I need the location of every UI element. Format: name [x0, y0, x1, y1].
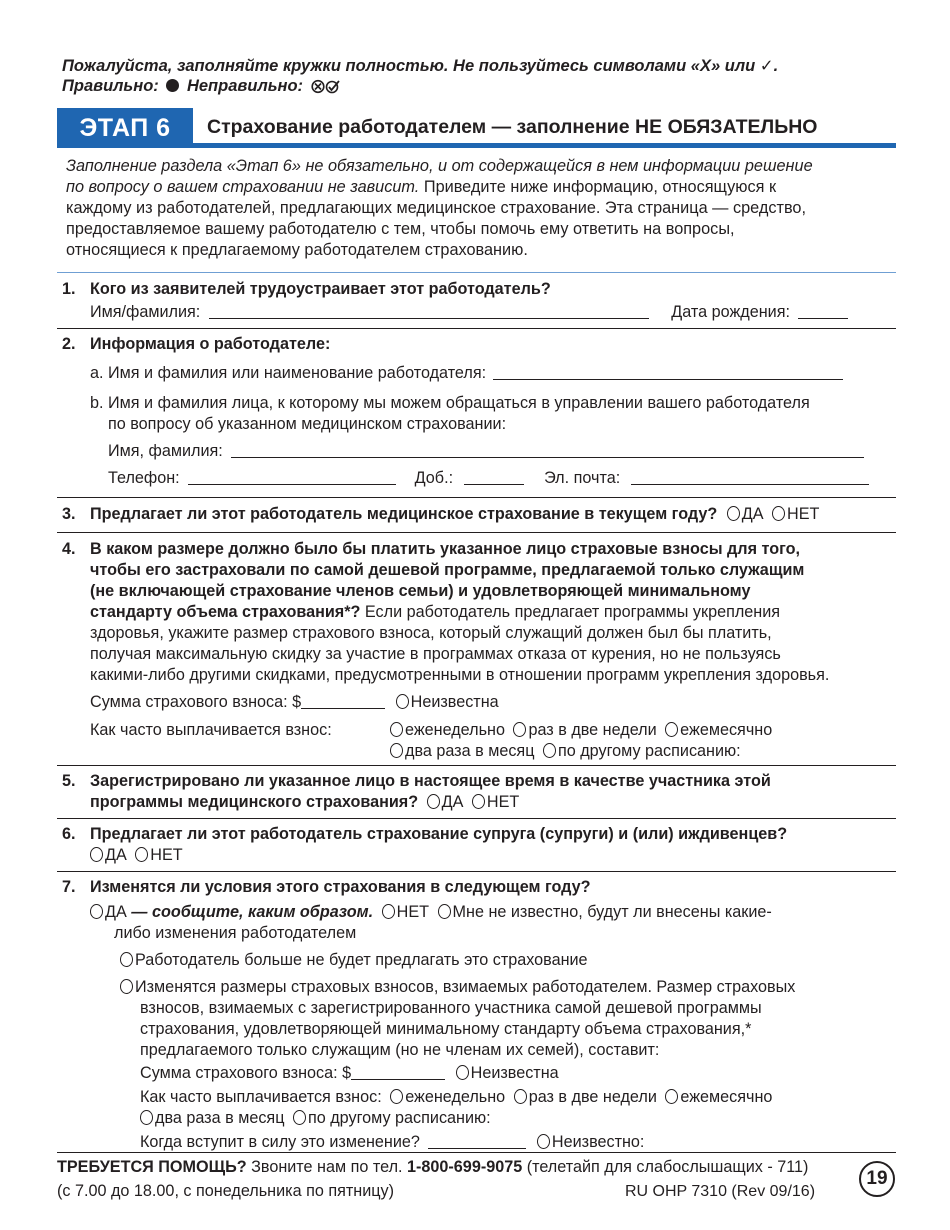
question-4-line-4-rest: Если работодатель предлагает программы укрепления: [360, 603, 781, 621]
question-4-line-4: стандарту объема страхования*?: [90, 603, 361, 621]
q4-unknown-label: Неизвестна: [410, 693, 499, 711]
q7-yes-label: ДА: [105, 903, 127, 921]
q6-yes-label: ДА: [105, 846, 127, 864]
divider: [57, 497, 896, 498]
question-number: 5.: [62, 772, 76, 790]
ext-field[interactable]: [464, 469, 524, 485]
intro-line-5: относящиеся к предлагаемому работодателем страхованию.: [66, 241, 528, 259]
correct-label: Правильно:: [62, 77, 159, 95]
question-7-text: Изменятся ли условия этого страхования в следующем году?: [90, 878, 591, 896]
question-4-line-5: здоровья, укажите размер страхового взноса, который служащий должен был бы платить,: [90, 624, 772, 642]
question-number: 7.: [62, 878, 76, 896]
page-footer: [57, 1152, 896, 1200]
help-line: [57, 1157, 808, 1178]
q4-biweekly-radio[interactable]: [513, 722, 526, 737]
q7-yes-radio[interactable]: [90, 904, 103, 919]
q7-opt2-line-4: предлагаемого только служащим (но не членам их семей), составит:: [140, 1041, 660, 1059]
question-5-line-2: программы медицинского страхования?: [90, 793, 419, 811]
divider: [57, 871, 896, 872]
dob-label: Дата рождения:: [671, 303, 790, 321]
q6-no-radio[interactable]: [135, 847, 148, 862]
q4-weekly-label: еженедельно: [405, 721, 505, 739]
q3-no-radio[interactable]: [772, 506, 785, 521]
q7-effective-date-field[interactable]: [428, 1133, 526, 1149]
question-number: 6.: [62, 825, 76, 843]
q7-opt2-line-1: Изменятся размеры страховых взносов, взимаемых работодателем. Размер страховых: [135, 978, 796, 996]
page-number: 19: [859, 1161, 895, 1197]
q5-yes-radio[interactable]: [427, 794, 440, 809]
q7-effective-date-label: Когда вступит в силу это изменение?: [140, 1133, 420, 1151]
q7-no-radio[interactable]: [382, 904, 395, 919]
question-4-line-7: какими-либо другими скидками, предусмотренными в отношении программ укрепления здоровья.: [90, 666, 830, 684]
q4-frequency-label: Как часто выплачивается взнос:: [90, 721, 332, 739]
divider: [57, 328, 896, 329]
q4-amount-field[interactable]: [301, 693, 385, 709]
q7-opt2-radio[interactable]: [120, 979, 133, 994]
intro-line-4: предоставляемое вашему работодателю с тем, чтобы помочь ему ответить на вопросы,: [66, 220, 735, 238]
question-6-text: Предлагает ли этот работодатель страхование супруга (супруги) и (или) иждивенцев?: [90, 825, 788, 843]
q7-date-unknown-label: Неизвестно:: [551, 1133, 645, 1151]
q4-weekly-radio[interactable]: [390, 722, 403, 737]
divider: [57, 272, 896, 273]
question-5-line-1: Зарегистрировано ли указанное лицо в настоящее время в качестве участника этой: [90, 772, 771, 790]
q7-date-unknown-radio[interactable]: [537, 1134, 550, 1149]
help-text: Звоните нам по тел.: [246, 1158, 408, 1176]
applicant-name-field[interactable]: [209, 303, 649, 319]
q4-unknown-radio[interactable]: [396, 694, 409, 709]
question-2-text: Информация о работодателе:: [90, 335, 331, 353]
q4-monthly-label: ежемесячно: [680, 721, 773, 739]
email-field[interactable]: [631, 469, 869, 485]
filled-circle-icon: [166, 79, 179, 92]
q4-amount-label: Сумма страхового взноса: $: [90, 693, 302, 711]
help-hours: (с 7.00 до 18.00, с понедельника по пятницу): [57, 1182, 395, 1200]
question-4: [62, 539, 896, 762]
question-1-text: Кого из заявителей трудоустраивает этот работодатель?: [90, 280, 551, 298]
intro-line-3: каждому из работодателей, предлагающих медицинское страхование. Эта страница — средство,: [66, 199, 807, 217]
q7-unknown-label-2: либо изменения работодателем: [114, 924, 357, 942]
q7-amount-field[interactable]: [351, 1064, 445, 1080]
q7-opt2-line-3: страхования, удовлетворяющей минимальному стандарту объема страхования,*: [140, 1020, 752, 1038]
q7-monthly-radio[interactable]: [665, 1089, 678, 1104]
q7-twice-month-label: два раза в месяц: [155, 1109, 285, 1127]
q4-twice-month-radio[interactable]: [390, 743, 403, 758]
phone-field[interactable]: [188, 469, 396, 485]
stage-title: Страхование работодателем — заполнение НЕ ОБЯЗАТЕЛЬНО: [207, 116, 818, 138]
q3-no-label: НЕТ: [787, 505, 820, 523]
q4-twice-month-label: два раза в месяц: [405, 742, 535, 760]
intro-line-2-italic: по вопросу о вашем страховании не зависит.: [66, 178, 420, 196]
contact-name-label: Имя, фамилия:: [108, 442, 223, 460]
q7-other-label: по другому расписанию:: [307, 1109, 491, 1127]
q6-yes-radio[interactable]: [90, 847, 103, 862]
q7-yes-note: — сообщите, каким образом.: [126, 903, 374, 921]
q7-biweekly-radio[interactable]: [514, 1089, 527, 1104]
q7-twice-month-radio[interactable]: [140, 1110, 153, 1125]
divider: [57, 818, 896, 819]
stage-intro: [66, 156, 896, 261]
q4-other-label: по другому расписанию:: [557, 742, 741, 760]
question-number: 3.: [62, 505, 76, 523]
question-2: [62, 334, 896, 489]
stage-header: [57, 108, 896, 148]
wrong-marks-icon: [311, 79, 341, 99]
question-number: 1.: [62, 280, 76, 298]
q7-monthly-label: ежемесячно: [680, 1088, 773, 1106]
q4-biweekly-label: раз в две недели: [528, 721, 657, 739]
stage-label: ЭТАП 6: [57, 108, 193, 148]
contact-name-field[interactable]: [231, 442, 864, 458]
q4-other-radio[interactable]: [543, 743, 556, 758]
question-4-line-3: (не включающей страхование членов семьи) и удовлетворяющей минимальному: [90, 582, 751, 600]
q7-opt1-radio[interactable]: [120, 952, 133, 967]
instructions-line-1: Пожалуйста, заполняйте кружки полностью. Не пользуйтесь символами «Х» или ✓.: [62, 57, 779, 75]
question-4-line-1: В каком размере должно было бы платить указанное лицо страховые взносы для того,: [90, 540, 801, 558]
q7-biweekly-label: раз в две недели: [528, 1088, 657, 1106]
q7-weekly-label: еженедельно: [405, 1088, 506, 1106]
q7-weekly-radio[interactable]: [390, 1089, 403, 1104]
question-3: [62, 504, 896, 525]
q7-amount-unknown-radio[interactable]: [456, 1065, 469, 1080]
ext-label: Доб.:: [414, 469, 454, 487]
question-6: [62, 824, 896, 866]
wrong-label: Неправильно:: [186, 77, 304, 95]
help-phone: 1-800-699-9075: [407, 1158, 523, 1176]
q7-other-radio[interactable]: [293, 1110, 306, 1125]
email-label: Эл. почта:: [544, 469, 621, 487]
question-number: 4.: [62, 540, 76, 558]
phone-label: Телефон:: [108, 469, 180, 487]
question-number: 2.: [62, 335, 76, 353]
contact-person-label-1: b. Имя и фамилия лица, к которому мы можем обращаться в управлении вашего работодателя: [90, 394, 810, 412]
q4-monthly-radio[interactable]: [665, 722, 678, 737]
question-3-text: Предлагает ли этот работодатель медицинское страхование в текущем году?: [90, 505, 718, 523]
q7-frequency-label: Как часто выплачивается взнос:: [140, 1088, 382, 1106]
question-7: [62, 877, 896, 1153]
form-id: RU OHP 7310 (Rev 09/16): [625, 1183, 816, 1200]
q5-yes-label: ДА: [441, 793, 464, 811]
employer-name-label: a. Имя и фамилия или наименование работодателя:: [90, 364, 487, 382]
q3-yes-radio[interactable]: [727, 506, 740, 521]
help-tty: (телетайп для слабослышащих - 711): [522, 1158, 809, 1176]
q7-amount-label: Сумма страхового взноса: $: [140, 1064, 352, 1082]
contact-person-label-2: по вопросу об указанном медицинском страховании:: [108, 415, 507, 433]
question-4-line-6: получая максимальную скидку за участие в программах отказа от курения, но не пользуясь: [90, 645, 781, 663]
q5-no-label: НЕТ: [486, 793, 520, 811]
q7-opt1-label: Работодатель больше не будет предлагать это страхование: [135, 951, 588, 969]
q7-unknown-label-1: Мне не известно, будут ли внесены какие-: [452, 903, 772, 921]
question-1: [62, 279, 896, 323]
q6-no-label: НЕТ: [150, 846, 183, 864]
question-5: [62, 771, 896, 813]
q7-unknown-radio[interactable]: [438, 904, 451, 919]
help-heading: ТРЕБУЕТСЯ ПОМОЩЬ?: [57, 1158, 247, 1176]
divider: [57, 765, 896, 766]
q7-no-label: НЕТ: [396, 903, 430, 921]
fill-instructions: [62, 56, 892, 99]
question-4-line-2: чтобы его застраховали по самой дешевой программе, предлагаемой только служащим: [90, 561, 805, 579]
intro-line-2-rest: Приведите ниже информацию, относящуюся к: [419, 178, 777, 196]
divider: [57, 532, 896, 533]
q3-yes-label: ДА: [741, 505, 764, 523]
q7-opt2-line-2: взносов, взимаемых с зарегистрированного участника самой дешевой программы: [140, 999, 762, 1017]
intro-line-1: Заполнение раздела «Этап 6» не обязательно, и от содержащейся в нем информации решение: [66, 157, 813, 175]
q5-no-radio[interactable]: [472, 794, 485, 809]
employer-name-field[interactable]: [493, 364, 843, 380]
dob-field[interactable]: [798, 303, 848, 319]
applicant-name-label: Имя/фамилия:: [90, 303, 201, 321]
q7-amount-unknown-label: Неизвестна: [470, 1064, 559, 1082]
